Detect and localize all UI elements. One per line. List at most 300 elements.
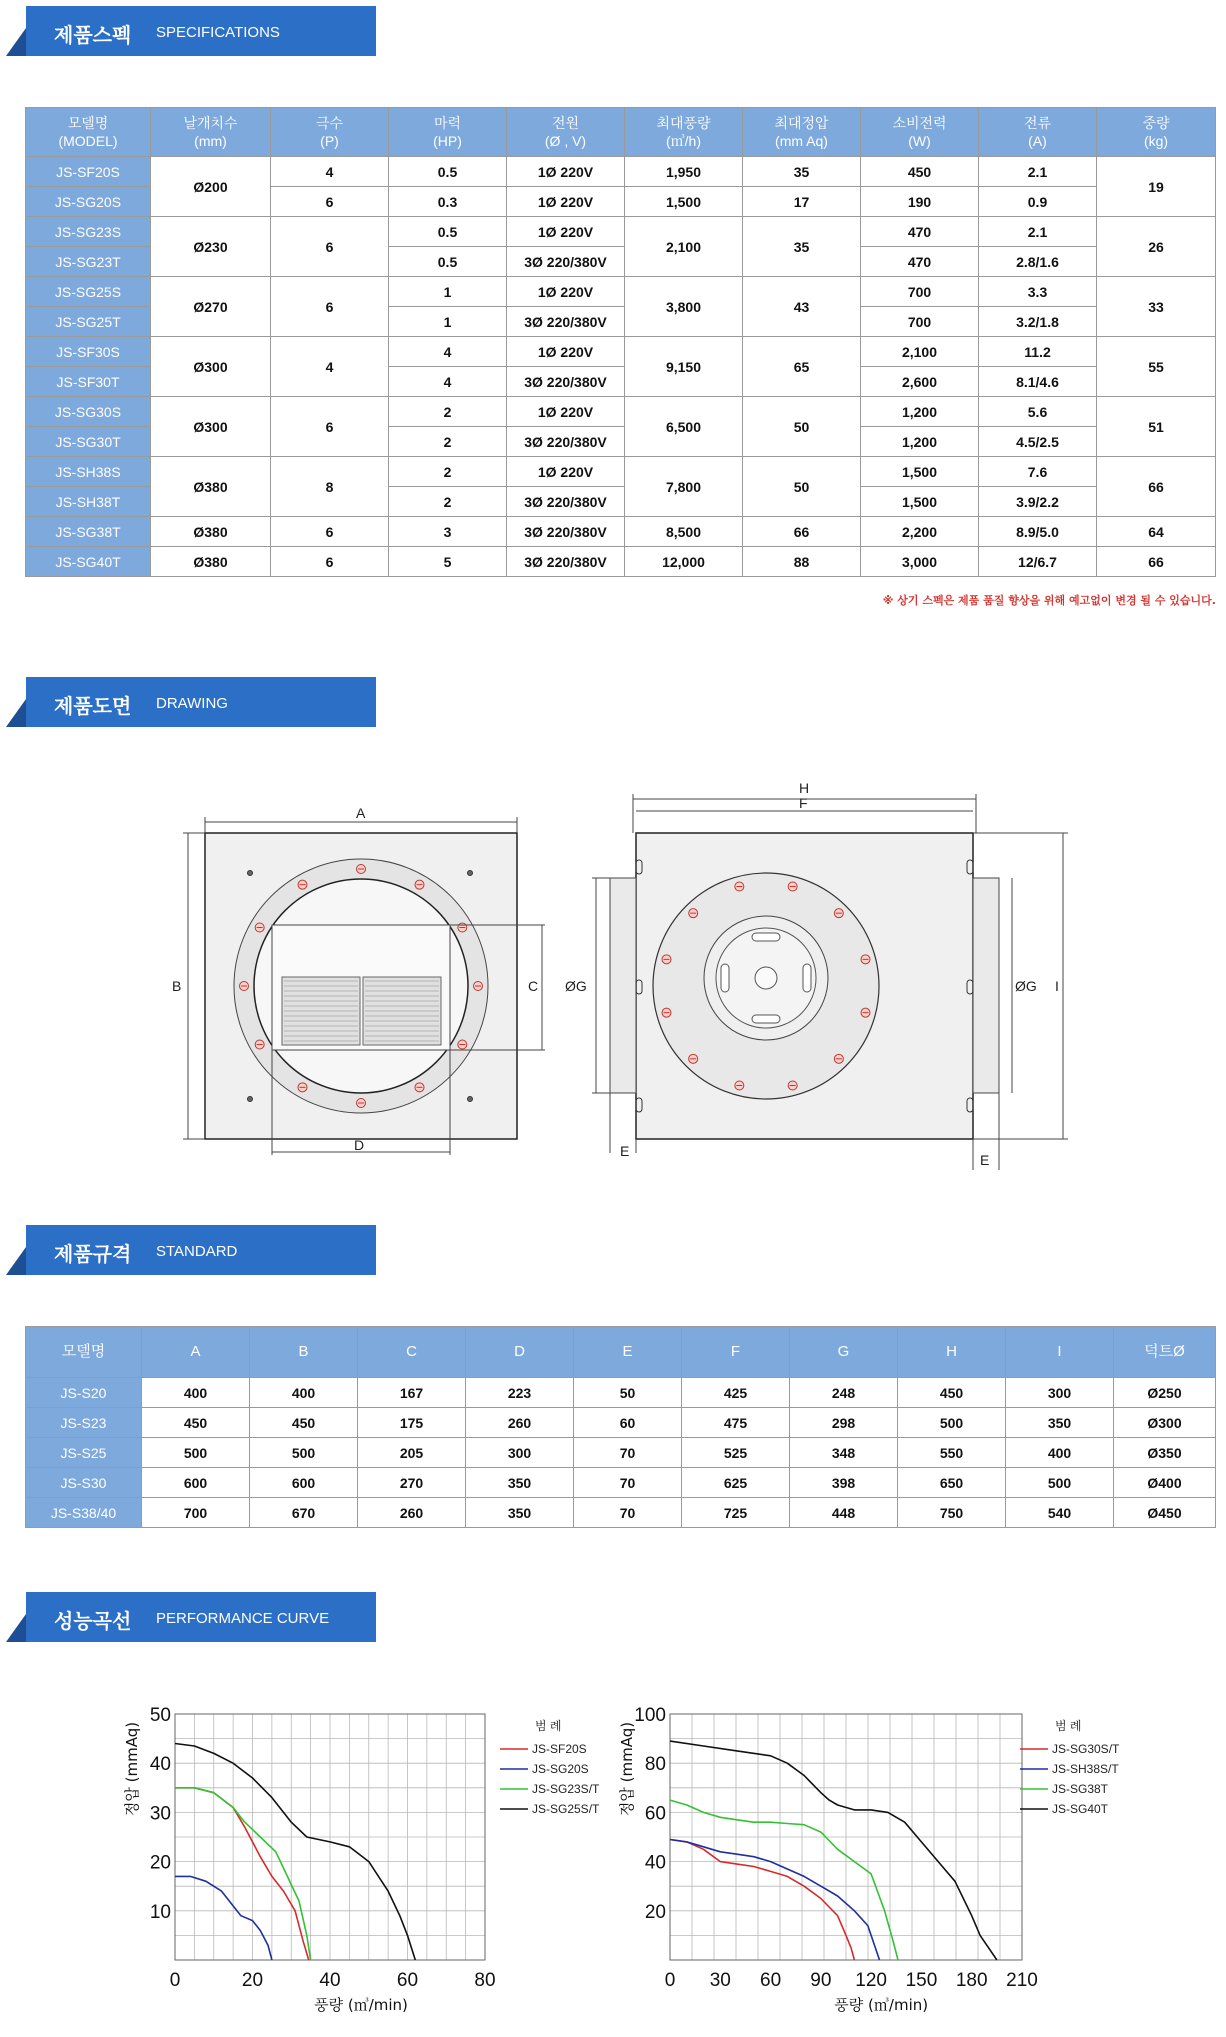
x-tick-label: 80 xyxy=(474,1970,496,1991)
dim-e-right: E xyxy=(980,1152,990,1168)
front-view xyxy=(183,817,545,1155)
header-corner xyxy=(6,699,26,727)
spec-cell: 1Ø 220V xyxy=(507,157,625,187)
standard-cell: Ø300 xyxy=(1114,1408,1216,1438)
spec-cell: 1,500 xyxy=(861,487,979,517)
standard-cell: 70 xyxy=(574,1438,682,1468)
standard-cell: 650 xyxy=(898,1468,1006,1498)
corner-hole xyxy=(468,1097,473,1102)
header-line: (kg) xyxy=(1143,133,1169,149)
spec-cell: 3Ø 220/380V xyxy=(507,427,625,457)
standard-cell: 500 xyxy=(142,1438,250,1468)
series-line-JS-SG20S xyxy=(175,1876,272,1960)
spec-cell: 7.6 xyxy=(979,457,1097,487)
section-title-en: DRAWING xyxy=(156,695,228,712)
spec-cell: 0.5 xyxy=(389,247,507,277)
standard-cell: 550 xyxy=(898,1438,1006,1468)
spec-cell: 6 xyxy=(271,217,389,277)
legend-title: 범 례 xyxy=(1055,1719,1082,1733)
header-line: 중량 xyxy=(1142,115,1170,131)
fan-drawing xyxy=(0,745,1226,1305)
spec-cell: 35 xyxy=(743,217,861,277)
spec-cell: 1Ø 220V xyxy=(507,397,625,427)
spec-cell: 43 xyxy=(743,277,861,337)
standard-cell: 70 xyxy=(574,1498,682,1528)
standard-cell: 223 xyxy=(466,1378,574,1408)
spec-cell: 35 xyxy=(743,157,861,187)
dim-f: F xyxy=(799,795,808,811)
spec-cell: 1,200 xyxy=(861,427,979,457)
dim-i: I xyxy=(1055,978,1059,994)
spec-cell: 19 xyxy=(1097,157,1216,217)
standard-cell: 348 xyxy=(790,1438,898,1468)
spec-cell: 6 xyxy=(271,517,389,547)
spec-cell: 3Ø 220/380V xyxy=(507,307,625,337)
spec-header-cell xyxy=(979,108,1097,157)
standard-cell: 298 xyxy=(790,1408,898,1438)
spec-cell: Ø200 xyxy=(151,157,271,217)
spec-cell: 5.6 xyxy=(979,397,1097,427)
spec-row xyxy=(26,157,1216,187)
standard-cell: 248 xyxy=(790,1378,898,1408)
header-line: 최대정압 xyxy=(774,115,829,131)
y-tick-label: 10 xyxy=(149,1901,171,1923)
dim-e-left: E xyxy=(620,1143,630,1159)
x-tick-label: 60 xyxy=(396,1970,419,1991)
standard-cell: 540 xyxy=(1006,1498,1114,1528)
mount-slot xyxy=(752,1015,780,1023)
x-tick-label: 0 xyxy=(664,1970,676,1991)
section-title-en: PERFORMANCE CURVE xyxy=(156,1610,330,1627)
model-cell: JS-SG20S xyxy=(26,187,151,217)
standard-cell: 450 xyxy=(250,1408,358,1438)
x-axis-label: 풍량 (㎥/min) xyxy=(834,1996,929,2014)
spec-cell: 4 xyxy=(389,367,507,397)
standard-cell: 400 xyxy=(1006,1438,1114,1468)
x-tick-label: 30 xyxy=(709,1970,731,1991)
header-line: 극수 xyxy=(315,115,344,131)
standard-cell: 350 xyxy=(1006,1408,1114,1438)
standard-table xyxy=(25,1326,1216,1528)
spec-cell: 6 xyxy=(271,397,389,457)
spec-cell: 5 xyxy=(389,547,507,577)
header-line: 전류 xyxy=(1023,115,1052,131)
y-tick-label: 40 xyxy=(149,1754,171,1776)
spec-cell: 12,000 xyxy=(625,547,743,577)
standard-cell: 260 xyxy=(466,1408,574,1438)
dim-d: D xyxy=(354,1137,365,1153)
dim-g-left: ØG xyxy=(565,978,587,994)
x-tick-label: 180 xyxy=(955,1970,988,1991)
spec-cell: 88 xyxy=(743,547,861,577)
model-cell: JS-SF30T xyxy=(26,367,151,397)
section-title-ko: 성능곡선 xyxy=(54,1609,132,1633)
model-cell: JS-S23 xyxy=(26,1408,142,1438)
motor-bolt xyxy=(788,882,797,891)
spec-cell: 0.9 xyxy=(979,187,1097,217)
spec-cell: 50 xyxy=(743,457,861,517)
header-line: 마력 xyxy=(433,115,462,131)
legend-label: JS-SG23S/T xyxy=(532,1782,600,1796)
spec-cell: 66 xyxy=(1097,457,1216,517)
standard-cell: 425 xyxy=(682,1378,790,1408)
standard-cell: Ø400 xyxy=(1114,1468,1216,1498)
spec-cell: 4.5/2.5 xyxy=(979,427,1097,457)
chart-grid xyxy=(175,1714,485,1960)
y-tick-label: 40 xyxy=(644,1852,666,1874)
standard-header-cell: A xyxy=(142,1327,250,1378)
model-cell: JS-SG25S xyxy=(26,277,151,307)
section-title-ko: 제품스펙 xyxy=(54,23,132,47)
header-corner xyxy=(6,28,26,56)
header-line: 최대풍량 xyxy=(656,115,711,131)
series-line-JS-SG23S/T xyxy=(175,1788,311,1960)
spec-cell: 9,150 xyxy=(625,337,743,397)
spec-cell: 2 xyxy=(389,457,507,487)
flange-bolt xyxy=(415,1083,424,1092)
section-header-drawing xyxy=(6,677,376,727)
spec-cell: 4 xyxy=(271,337,389,397)
standard-row xyxy=(26,1408,1216,1438)
spec-cell: 1Ø 220V xyxy=(507,217,625,247)
motor-bolt xyxy=(662,955,671,964)
standard-cell: 500 xyxy=(898,1408,1006,1438)
spec-cell: 470 xyxy=(861,217,979,247)
model-cell: JS-SG40T xyxy=(26,547,151,577)
standard-cell: 750 xyxy=(898,1498,1006,1528)
standard-body xyxy=(26,1378,1216,1528)
spec-cell: 1Ø 220V xyxy=(507,277,625,307)
spec-cell: 3.9/2.2 xyxy=(979,487,1097,517)
y-tick-label: 50 xyxy=(149,1705,171,1726)
spec-row xyxy=(26,517,1216,547)
corner-hole xyxy=(468,871,473,876)
header-line: (W) xyxy=(908,133,931,149)
model-cell: JS-S30 xyxy=(26,1468,142,1498)
spec-cell: 0.5 xyxy=(389,217,507,247)
spec-row xyxy=(26,337,1216,367)
spec-cell: 8 xyxy=(271,457,389,517)
legend-label: JS-SG40T xyxy=(1052,1802,1109,1816)
spec-cell: 1Ø 220V xyxy=(507,337,625,367)
spec-cell: 470 xyxy=(861,247,979,277)
standard-cell: 270 xyxy=(358,1468,466,1498)
header-line: (Ø , V) xyxy=(544,133,587,149)
standard-header-cell: B xyxy=(250,1327,358,1378)
model-cell: JS-S20 xyxy=(26,1378,142,1408)
spec-cell: 1,500 xyxy=(625,187,743,217)
standard-cell: 398 xyxy=(790,1468,898,1498)
standard-cell: 60 xyxy=(574,1408,682,1438)
header-line: 모델명 xyxy=(67,115,109,131)
motor-bolt xyxy=(735,1081,744,1090)
spec-row xyxy=(26,217,1216,247)
model-cell: JS-SG38T xyxy=(26,517,151,547)
standard-cell: 167 xyxy=(358,1378,466,1408)
x-tick-label: 120 xyxy=(855,1970,887,1991)
mount-slot xyxy=(752,933,780,941)
dim-a: A xyxy=(356,805,366,821)
header-line: (A) xyxy=(1028,133,1047,149)
spec-cell: 0.5 xyxy=(389,157,507,187)
header-line: (HP) xyxy=(433,133,462,149)
flange-bolt xyxy=(255,1040,264,1049)
standard-row xyxy=(26,1378,1216,1408)
spec-header-cell xyxy=(271,108,389,157)
corner-hole xyxy=(248,871,253,876)
model-cell: JS-SG30S xyxy=(26,397,151,427)
standard-header-cell: 덕트Ø xyxy=(1114,1327,1216,1378)
legend-label: JS-SH38S/T xyxy=(1052,1762,1119,1776)
motor-bolt xyxy=(834,909,843,918)
section-header-curve xyxy=(6,1592,376,1642)
standard-cell: 260 xyxy=(358,1498,466,1528)
x-tick-label: 210 xyxy=(1006,1970,1038,1991)
spec-cell: 0.3 xyxy=(389,187,507,217)
spec-cell: 190 xyxy=(861,187,979,217)
motor-bolt xyxy=(662,1008,671,1017)
spec-cell: 3Ø 220/380V xyxy=(507,367,625,397)
standard-header-row xyxy=(26,1327,1216,1378)
spec-cell: 8.9/5.0 xyxy=(979,517,1097,547)
series-line-JS-SG38T xyxy=(670,1800,898,1960)
standard-cell: 205 xyxy=(358,1438,466,1468)
spec-header-cell xyxy=(861,108,979,157)
performance-chart-2 xyxy=(620,1690,1220,2020)
spec-cell: 3.2/1.8 xyxy=(979,307,1097,337)
spec-cell: 11.2 xyxy=(979,337,1097,367)
motor-bolt xyxy=(735,882,744,891)
legend-label: JS-SF20S xyxy=(532,1742,587,1756)
standard-cell: Ø250 xyxy=(1114,1378,1216,1408)
mount-slot xyxy=(721,964,729,992)
flange-bolt xyxy=(240,982,249,991)
standard-header-cell: E xyxy=(574,1327,682,1378)
spec-body xyxy=(26,157,1216,577)
spec-header-cell xyxy=(507,108,625,157)
legend-label: JS-SG25S/T xyxy=(532,1802,600,1816)
standard-cell: 600 xyxy=(250,1468,358,1498)
spec-header-cell xyxy=(743,108,861,157)
legend-label: JS-SG38T xyxy=(1052,1782,1109,1796)
spec-cell: Ø230 xyxy=(151,217,271,277)
spec-cell: 2.8/1.6 xyxy=(979,247,1097,277)
header-line: (MODEL) xyxy=(58,133,118,149)
legend-title: 범 례 xyxy=(535,1719,562,1733)
standard-cell: 670 xyxy=(250,1498,358,1528)
model-cell: JS-SG30T xyxy=(26,427,151,457)
spec-cell: 700 xyxy=(861,277,979,307)
spec-cell: 65 xyxy=(743,337,861,397)
x-tick-label: 20 xyxy=(241,1970,264,1991)
spec-cell: 6 xyxy=(271,187,389,217)
spec-cell: Ø380 xyxy=(151,457,271,517)
section-title-en: STANDARD xyxy=(156,1243,238,1260)
spec-cell: 3 xyxy=(389,517,507,547)
spec-cell: Ø380 xyxy=(151,547,271,577)
standard-header-cell: I xyxy=(1006,1327,1114,1378)
spec-cell: 6 xyxy=(271,547,389,577)
standard-cell: 400 xyxy=(142,1378,250,1408)
section-title-en: SPECIFICATIONS xyxy=(156,24,280,41)
standard-cell: 500 xyxy=(250,1438,358,1468)
y-tick-label: 100 xyxy=(634,1705,666,1726)
performance-chart-1 xyxy=(125,1690,645,2020)
spec-cell: 2.1 xyxy=(979,157,1097,187)
dim-g-right: ØG xyxy=(1015,978,1037,994)
spec-cell: 3Ø 220/380V xyxy=(507,247,625,277)
standard-cell: 400 xyxy=(250,1378,358,1408)
spec-cell: 4 xyxy=(271,157,389,187)
motor-bolt xyxy=(788,1081,797,1090)
standard-cell: 450 xyxy=(898,1378,1006,1408)
corner-hole xyxy=(248,1097,253,1102)
spec-cell: 17 xyxy=(743,187,861,217)
spec-cell: 2,100 xyxy=(861,337,979,367)
standard-cell: 175 xyxy=(358,1408,466,1438)
x-tick-label: 40 xyxy=(319,1970,341,1991)
spec-cell: 2,200 xyxy=(861,517,979,547)
chart-grid xyxy=(670,1714,1022,1960)
spec-cell: 12/6.7 xyxy=(979,547,1097,577)
flange-bolt xyxy=(415,880,424,889)
spec-header-cell xyxy=(1097,108,1216,157)
side-view xyxy=(592,794,1068,1170)
header-line: (P) xyxy=(320,133,339,149)
spec-cell: 3Ø 220/380V xyxy=(507,487,625,517)
spec-cell: 1 xyxy=(389,277,507,307)
x-tick-label: 0 xyxy=(169,1970,181,1991)
standard-cell: 525 xyxy=(682,1438,790,1468)
spec-cell: 26 xyxy=(1097,217,1216,277)
spec-cell: 1 xyxy=(389,307,507,337)
spec-cell: 64 xyxy=(1097,517,1216,547)
standard-cell: 500 xyxy=(1006,1468,1114,1498)
spec-cell: 1,200 xyxy=(861,397,979,427)
flange-bolt xyxy=(357,865,366,874)
flange-bolt xyxy=(458,1040,467,1049)
spec-cell: 6,500 xyxy=(625,397,743,457)
spec-cell: Ø270 xyxy=(151,277,271,337)
spec-header-cell xyxy=(625,108,743,157)
spec-row xyxy=(26,457,1216,487)
standard-cell: 300 xyxy=(466,1438,574,1468)
dim-b: B xyxy=(172,978,182,994)
flange-bolt xyxy=(298,1083,307,1092)
model-cell: JS-SG23T xyxy=(26,247,151,277)
section-title-ko: 제품규격 xyxy=(54,1242,132,1266)
model-cell: JS-SF20S xyxy=(26,157,151,187)
model-cell: JS-SF30S xyxy=(26,337,151,367)
standard-header-cell: H xyxy=(898,1327,1006,1378)
standard-cell: Ø350 xyxy=(1114,1438,1216,1468)
spec-cell: 2 xyxy=(389,487,507,517)
standard-header-cell: 모델명 xyxy=(26,1327,142,1378)
spec-table xyxy=(25,107,1216,577)
y-tick-label: 30 xyxy=(149,1803,171,1825)
header-line: (㎥/h) xyxy=(666,133,701,149)
spec-cell: Ø300 xyxy=(151,397,271,457)
standard-row xyxy=(26,1498,1216,1528)
spec-cell: 700 xyxy=(861,307,979,337)
spec-cell: 3.3 xyxy=(979,277,1097,307)
header-line: (mm) xyxy=(194,133,227,149)
spec-cell: 1,950 xyxy=(625,157,743,187)
spec-header-cell xyxy=(151,108,271,157)
flange-bolt xyxy=(357,1099,366,1108)
series-line-JS-SG30S/T xyxy=(670,1840,854,1961)
standard-cell: 475 xyxy=(682,1408,790,1438)
spec-cell: 66 xyxy=(743,517,861,547)
standard-row xyxy=(26,1468,1216,1498)
motor-bolt xyxy=(834,1054,843,1063)
spec-cell: 3,000 xyxy=(861,547,979,577)
spec-cell: 4 xyxy=(389,337,507,367)
dim-h: H xyxy=(799,780,810,796)
spec-cell: 3Ø 220/380V xyxy=(507,517,625,547)
standard-header-cell: D xyxy=(466,1327,574,1378)
spec-cell: 6 xyxy=(271,277,389,337)
standard-cell: 300 xyxy=(1006,1378,1114,1408)
spec-cell: 1,500 xyxy=(861,457,979,487)
standard-cell: Ø450 xyxy=(1114,1498,1216,1528)
spec-cell: 7,800 xyxy=(625,457,743,517)
flange-bolt xyxy=(255,923,264,932)
standard-header-cell: C xyxy=(358,1327,466,1378)
motor-bolt xyxy=(861,1008,870,1017)
spec-cell: 450 xyxy=(861,157,979,187)
header-line: (mm Aq) xyxy=(775,133,828,149)
series-line-JS-SG40T xyxy=(670,1741,997,1960)
y-axis-label: 정압 (mmAq) xyxy=(123,1721,141,1817)
header-corner xyxy=(6,1614,26,1642)
motor-bolt xyxy=(689,1054,698,1063)
spec-cell: 3Ø 220/380V xyxy=(507,547,625,577)
spec-cell: 55 xyxy=(1097,337,1216,397)
mount-slot xyxy=(803,964,811,992)
y-tick-label: 20 xyxy=(149,1852,171,1874)
y-tick-label: 60 xyxy=(644,1803,666,1825)
motor-bolt xyxy=(689,909,698,918)
standard-cell: 450 xyxy=(142,1408,250,1438)
standard-cell: 625 xyxy=(682,1468,790,1498)
spec-cell: 2 xyxy=(389,397,507,427)
header-line: 전원 xyxy=(551,115,580,131)
spec-cell: 2 xyxy=(389,427,507,457)
spec-cell: 2,600 xyxy=(861,367,979,397)
standard-header-cell: F xyxy=(682,1327,790,1378)
series-line-JS-SF20S xyxy=(175,1788,309,1960)
spec-header-cell xyxy=(26,108,151,157)
spec-row xyxy=(26,397,1216,427)
spec-cell: 1Ø 220V xyxy=(507,187,625,217)
header-line: 날개치수 xyxy=(183,115,238,131)
standard-cell: 350 xyxy=(466,1468,574,1498)
section-header-spec xyxy=(6,6,376,56)
standard-cell: 600 xyxy=(142,1468,250,1498)
x-tick-label: 90 xyxy=(810,1970,832,1991)
x-tick-label: 60 xyxy=(760,1970,782,1991)
header-line: 소비전력 xyxy=(892,115,947,131)
spec-cell: 50 xyxy=(743,397,861,457)
model-cell: JS-SG25T xyxy=(26,307,151,337)
model-cell: JS-SH38T xyxy=(26,487,151,517)
series-line-JS-SG25S/T xyxy=(175,1744,415,1961)
standard-cell: 50 xyxy=(574,1378,682,1408)
y-tick-label: 80 xyxy=(644,1754,666,1776)
standard-header-cell: G xyxy=(790,1327,898,1378)
spec-header-cell xyxy=(389,108,507,157)
